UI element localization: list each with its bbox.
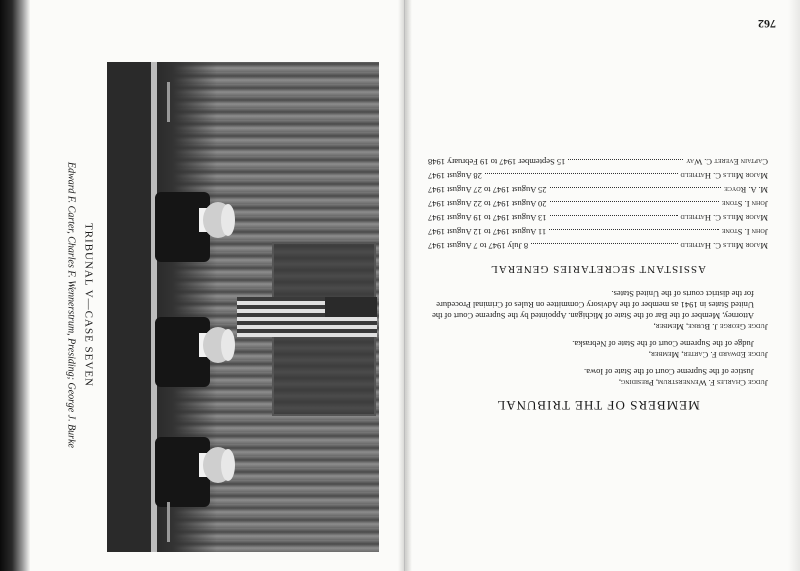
judge-figure-bottom bbox=[155, 427, 235, 507]
member-entry bbox=[428, 338, 768, 360]
secretary-name: M. A. Royce bbox=[724, 185, 768, 195]
book-binding-shadow bbox=[0, 0, 30, 571]
secretary-dates: 28 August 1947 bbox=[428, 171, 482, 181]
secretary-name: Major Mills C. Hatfield bbox=[680, 213, 768, 223]
tribunal-photograph bbox=[107, 62, 379, 552]
member-description: Justice of the Supreme Court of the State of Iowa. bbox=[584, 367, 754, 377]
secretary-row bbox=[428, 170, 768, 181]
secretary-row bbox=[428, 212, 768, 223]
secretary-row bbox=[428, 184, 768, 195]
member-description: Attorney, Member of the Bar of the State of Michigan. Appointed by the Supreme Court of the United States in 1941 as member of the Advisory Committee on Rules of Criminal Procedure for the district courts of the United States. bbox=[432, 289, 754, 321]
member-name: Judge Edward F. Carter, Member, bbox=[648, 350, 768, 360]
secretary-dates: 13 August 1947 to 19 August 1947 bbox=[428, 213, 547, 223]
secretary-name: John I. Stone bbox=[721, 199, 768, 209]
judges-bench bbox=[107, 62, 155, 552]
secretary-name: Captain Everet C. Way bbox=[686, 157, 768, 167]
secretary-row bbox=[428, 156, 768, 167]
member-description: Judge of the Supreme Court of the State of Nebraska. bbox=[572, 339, 754, 349]
page-edge bbox=[788, 0, 800, 571]
microphone bbox=[167, 502, 170, 542]
secretary-name: John I. Stone bbox=[721, 227, 768, 237]
member-entry bbox=[428, 288, 768, 332]
member-name: Judge Charles F. Wennerstrum, Presiding, bbox=[618, 378, 768, 388]
member-entry bbox=[428, 366, 768, 388]
microphone bbox=[167, 82, 170, 122]
page-number: 762 bbox=[758, 17, 776, 31]
secretary-dates: 15 September 1947 to 19 February 1948 bbox=[428, 157, 566, 167]
member-name: Judge George J. Burke, Member, bbox=[653, 322, 768, 332]
secretary-name: Major Mills C. Hatfield bbox=[680, 241, 768, 251]
spine-line bbox=[404, 0, 405, 571]
page-gutter bbox=[398, 0, 412, 571]
flag-canton bbox=[325, 297, 377, 317]
secretary-row bbox=[428, 226, 768, 237]
secretary-row bbox=[428, 198, 768, 209]
photo-caption bbox=[45, 60, 115, 550]
tribunal-roster bbox=[428, 153, 768, 411]
secretary-dates: 11 August 1947 to 12 August 1947 bbox=[428, 227, 547, 237]
secretary-name: Major Mills C. Hatfield bbox=[680, 171, 768, 181]
caption-names: Edward F. Carter, Charles F. Wennerstrum, Presiding; George J. Burke bbox=[65, 162, 77, 448]
secretary-dates: 25 August 1947 to 27 August 1947 bbox=[428, 185, 547, 195]
secretary-row bbox=[428, 240, 768, 251]
members-heading: MEMBERS OF THE TRIBUNAL bbox=[496, 398, 700, 413]
judge-figure-middle bbox=[155, 307, 235, 387]
secretary-dates: 20 August 1947 to 22 August 1947 bbox=[428, 199, 547, 209]
judge-figure-top bbox=[155, 182, 235, 262]
caption-title: TRIBUNAL V—CASE SEVEN bbox=[82, 222, 95, 387]
right-page bbox=[412, 0, 788, 571]
secretary-dates: 8 July 1947 to 7 August 1947 bbox=[428, 241, 529, 251]
secretaries-heading: ASSISTANT SECRETARIES GENERAL bbox=[490, 263, 706, 275]
